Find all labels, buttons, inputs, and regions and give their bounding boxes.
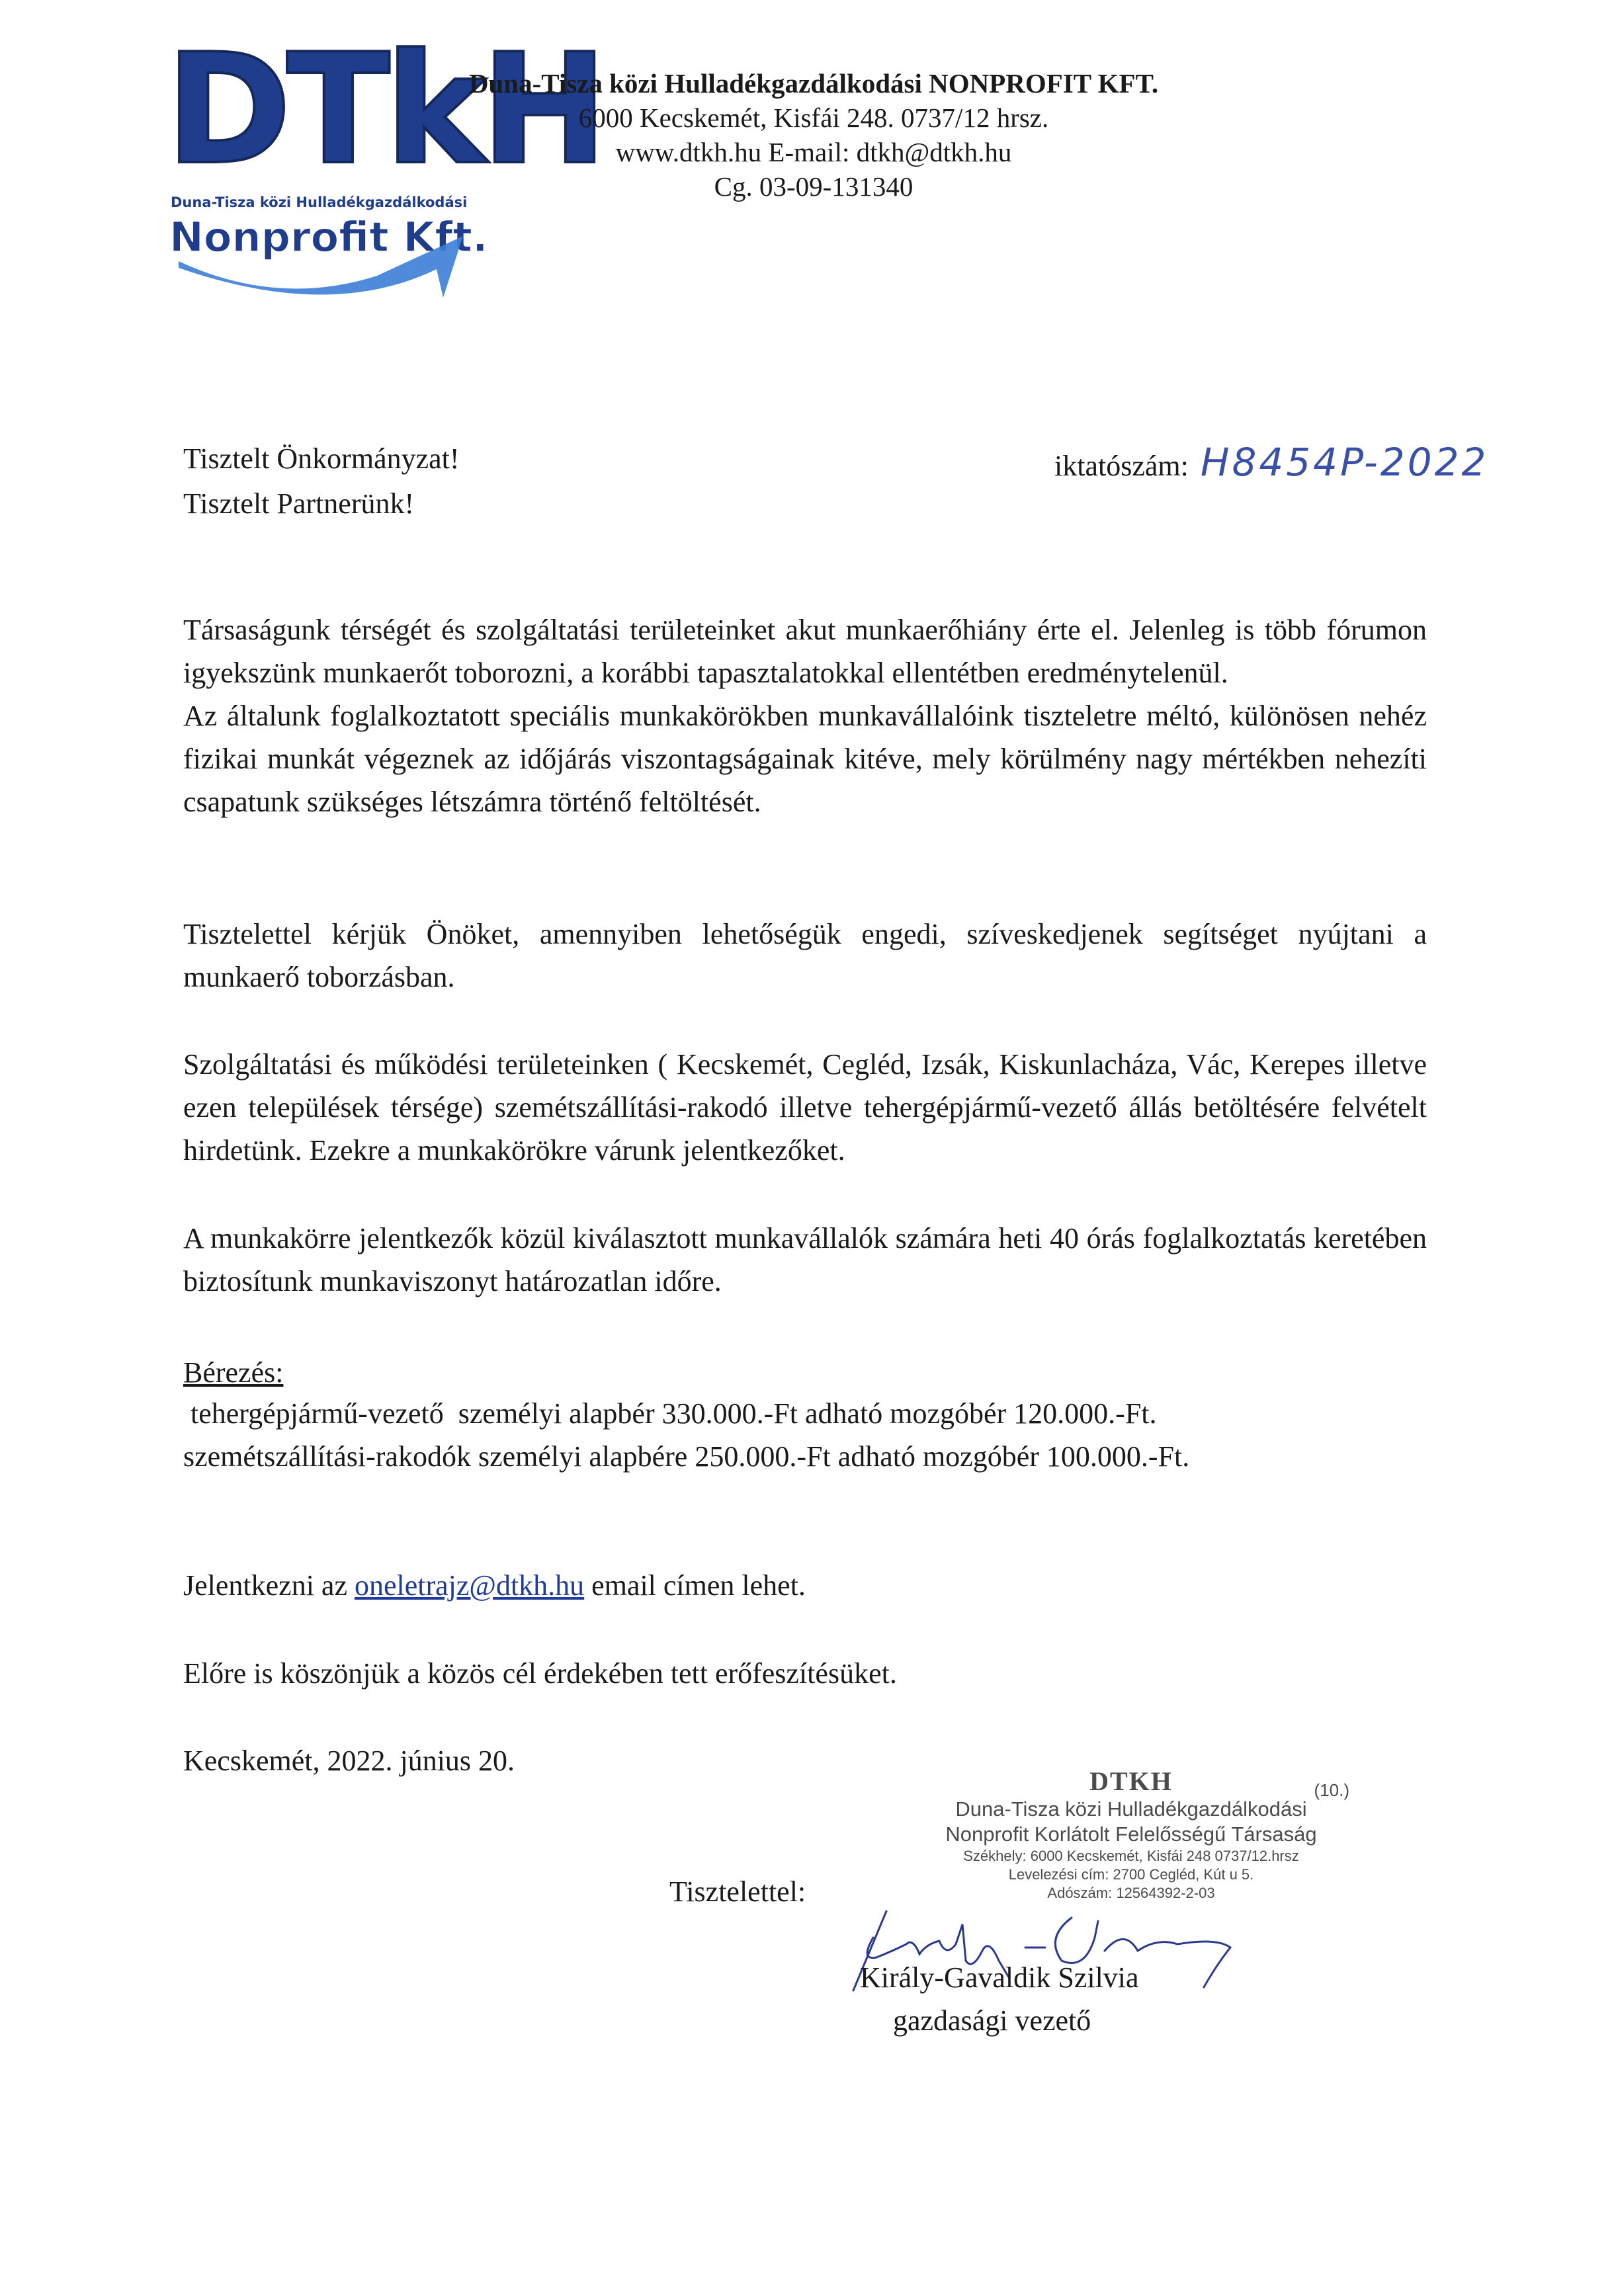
salutation-line-1: Tisztelt Önkormányzat! <box>183 442 460 475</box>
paragraph-text: A munkakörre jelentkezők közül kiválasztott munkavállalók számára heti 40 órás foglalkoztatás keretében biztosítunk munkaviszonyt határozatlan időre. <box>183 1222 1427 1297</box>
logo-letters: DTkH <box>165 22 603 198</box>
signatory-role: gazdasági vezető <box>893 2004 1091 2037</box>
salary-line-loader: szemétszállítási-rakodók személyi alapbére 250.000.-Ft adható mozgóbér 100.000.-Ft. <box>183 1440 1190 1473</box>
apply-prefix: Jelentkezni az <box>183 1569 355 1602</box>
paragraph-text: Társaságunk térségét és szolgáltatási területeinket akut munkaerőhiány érte el. Jelenleg is több fórumon igyekszünk munkaerőt toborozni, a korábbi tapasztalatokkal ellentétben eredménytelenül. <box>183 614 1427 689</box>
logo-subtitle: Duna-Tisza közi Hulladékgazdálkodási <box>171 194 468 210</box>
stamp-line-5: Adószám: 12564392-2-03 <box>1047 1885 1215 1901</box>
date-line: Kecskemét, 2022. június 20. <box>183 1744 515 1777</box>
stamp-line-3: Székhely: 6000 Kecskemét, Kisfái 248 0737/12.hrsz <box>963 1848 1299 1864</box>
company-registration: Cg. 03-09-131340 <box>714 171 913 202</box>
company-name: Duna-Tisza közi Hulladékgazdálkodási NONPROFIT KFT. <box>468 68 1159 99</box>
registration-label: iktatószám: <box>1054 450 1189 482</box>
paragraph-3 <box>183 913 1427 999</box>
company-stamp <box>900 1766 1363 1903</box>
salutation-line-2: Tisztelt Partnerünk! <box>183 487 415 520</box>
stamp-line-2: Nonprofit Korlátolt Felelősségű Társaság <box>945 1823 1317 1846</box>
company-contact: www.dtkh.hu E-mail: dtkh@dtkh.hu <box>615 137 1012 167</box>
salary-heading: Bérezés: <box>183 1356 284 1389</box>
apply-email-link[interactable]: oneletrajz@dtkh.hu <box>354 1569 585 1602</box>
letterhead <box>417 66 1210 204</box>
paragraph-text: Szolgáltatási és működési területeinken ( Kecskemét, Cegléd, Izsák, Kiskunlacháza, Vác, Kerepes illetve ezen települések térsége) szemétszállítási-rakodó illetve tehergépjármű-vezető állás betöltésére felvételt hirdetünk. Ezekre a munkakörökre várunk jelentkezőket. <box>183 1048 1427 1167</box>
stamp-line-1: Duna-Tisza közi Hulladékgazdálkodási <box>955 1797 1307 1821</box>
stamp-title: DTKH <box>1089 1766 1173 1796</box>
salutation <box>183 436 460 526</box>
stamp-line-4: Levelezési cím: 2700 Cegléd, Kút u 5. <box>1008 1866 1254 1883</box>
salary-line-driver: tehergépjármű-vezető személyi alapbér 330.000.-Ft adható mozgóbér 120.000.-Ft. <box>183 1397 1157 1430</box>
company-address: 6000 Kecskemét, Kisfái 248. 0737/12 hrsz. <box>578 102 1049 133</box>
closing: Tisztelettel: <box>669 1875 806 1908</box>
paragraph-5 <box>183 1217 1427 1303</box>
paragraph-4 <box>183 1043 1427 1172</box>
registration-handwritten-value: H8454P-2022 <box>1200 440 1489 485</box>
registration-number <box>1054 440 1488 485</box>
paragraph-text: Tisztelettel kérjük Önöket, amennyiben lehetőségük engedi, szíveskedjenek segítséget nyújtani a munkaerő toborzásban. <box>183 918 1427 993</box>
apply-line <box>183 1569 806 1602</box>
apply-suffix: email címen lehet. <box>584 1569 806 1602</box>
paragraph-1 <box>183 608 1427 823</box>
logo-subtitle2: Nonprofit Kft. <box>169 213 488 261</box>
stamp-number: (10.) <box>1314 1780 1349 1800</box>
thanks-line: Előre is köszönjük a közös cél érdekében tett erőfeszítésüket. <box>183 1657 897 1690</box>
signatory-name: Király-Gavaldik Szilvia <box>860 1961 1139 1994</box>
paragraph-text: Az általunk foglalkoztatott speciális munkakörökben munkavállalóink tiszteletre méltó, különösen nehéz fizikai munkát végeznek az időjárás viszontagságainak kitéve, mely körülmény nagy mértékben nehezíti csapatunk szükséges létszámra történő feltöltését. <box>183 700 1427 818</box>
